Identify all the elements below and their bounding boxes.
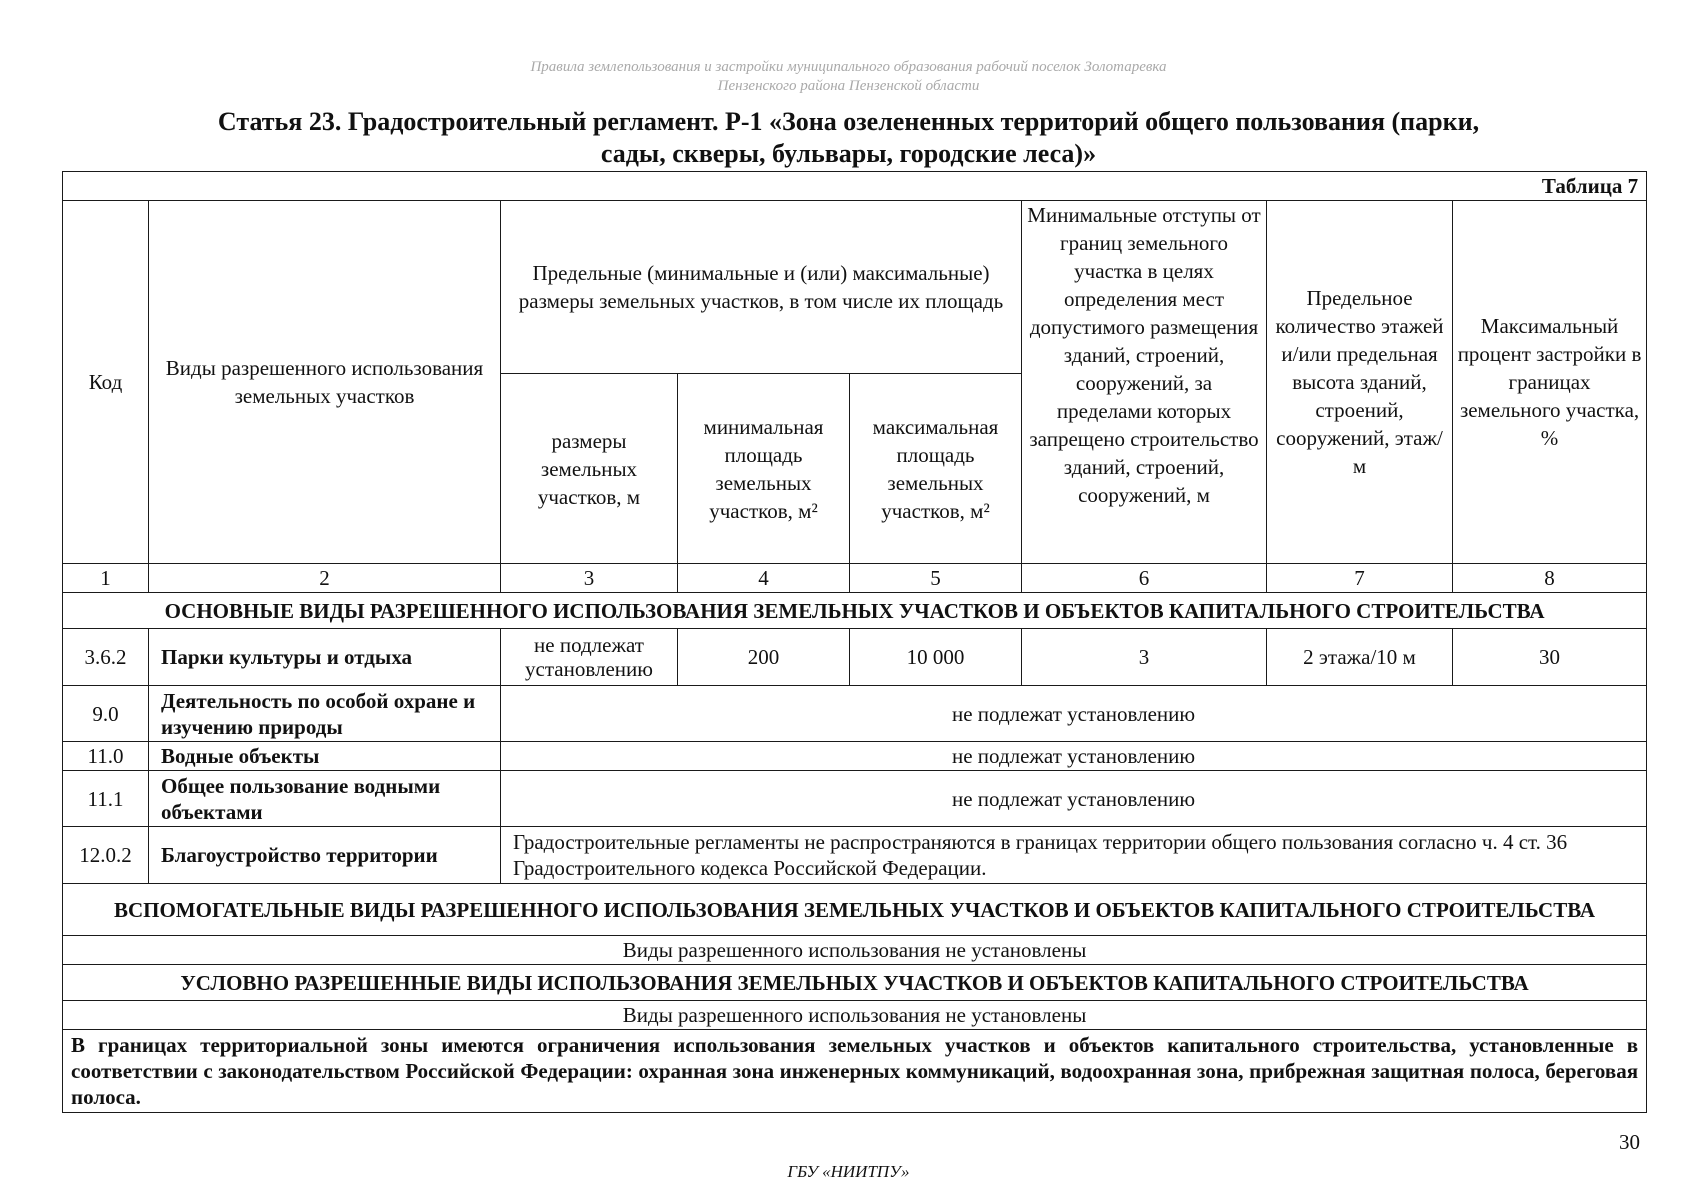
- aux-note: Виды разрешенного использования не установлены: [63, 936, 1647, 965]
- row-merged: Градостроительные регламенты не распространяются в границах территории общего пользования согласно ч. 4 ст. 36 Градостроительного кодекса Российской Федерации.: [501, 827, 1647, 884]
- row-min-area: 200: [678, 629, 850, 686]
- header-code: Код: [63, 201, 149, 564]
- header-min-area: минимальная площадь земельных участков, м²: [678, 374, 850, 564]
- row-max-area: 10 000: [850, 629, 1022, 686]
- restrictions-note: В границах территориальной зоны имеются ограничения использования земельных участков и объектов капитального строительства, установленные в соответствии с законодательством Российской Федерации: охранная зона инженерных коммуникаций, водоохранная зона, прибрежная защитная полоса, береговая полоса.: [63, 1030, 1647, 1113]
- row-name: Деятельность по особой охране и изучению природы: [149, 686, 501, 742]
- table-row: [63, 742, 1647, 771]
- column-number-row: [63, 564, 1647, 593]
- running-header-line2: Пензенского района Пензенской области: [717, 78, 980, 94]
- header-max-area: максимальная площадь земельных участков, м²: [850, 374, 1022, 564]
- row-name: Водные объекты: [149, 742, 501, 771]
- header-floors: Предельное количество этажей и/или предельная высота зданий, строений, сооружений, этаж/м: [1267, 201, 1453, 564]
- table-row: [63, 629, 1647, 686]
- row-coverage: 30: [1453, 629, 1647, 686]
- table-row: [63, 827, 1647, 884]
- column-number: 5: [850, 564, 1022, 593]
- regulation-table: [62, 171, 1647, 1113]
- main-section-heading: ОСНОВНЫЕ ВИДЫ РАЗРЕШЕННОГО ИСПОЛЬЗОВАНИЯ ЗЕМЕЛЬНЫХ УЧАСТКОВ И ОБЪЕКТОВ КАПИТАЛЬНОГО СТРОИТЕЛЬСТВА: [63, 593, 1647, 629]
- page-title-line1: Статья 23. Градостроительный регламент. Р-1 «Зона озелененных территорий общего пользования (парки,: [217, 107, 1480, 136]
- column-number: 6: [1022, 564, 1267, 593]
- cond-note: Виды разрешенного использования не установлены: [63, 1001, 1647, 1030]
- row-floors: 2 этажа/10 м: [1267, 629, 1453, 686]
- header-plot-size: размеры земельных участков, м: [501, 374, 678, 564]
- header-limits-group: Предельные (минимальные и (или) максимальные) размеры земельных участков, в том числе их площадь: [501, 201, 1022, 374]
- table-row: [63, 771, 1647, 827]
- row-code: 11.0: [63, 742, 149, 771]
- column-number: 1: [63, 564, 149, 593]
- column-number: 3: [501, 564, 678, 593]
- row-code: 9.0: [63, 686, 149, 742]
- row-merged: не подлежат установлению: [501, 742, 1647, 771]
- page-footer: ГБУ «НИИТПУ»: [787, 1162, 910, 1181]
- row-name: Благоустройство территории: [149, 827, 501, 884]
- table-caption: Таблица 7: [63, 172, 1647, 201]
- row-code: 11.1: [63, 771, 149, 827]
- page-number: 30: [1619, 1130, 1640, 1154]
- running-header: [0, 58, 1697, 96]
- header-setbacks: Минимальные отступы от границ земельного участка в целях определения мест допустимого размещения зданий, строений, сооружений, за пределами которых запрещено строительство зданий, строений, сооружений, м: [1022, 201, 1267, 564]
- header-use-type: Виды разрешенного использования земельных участков: [149, 201, 501, 564]
- row-merged: не подлежат установлению: [501, 686, 1647, 742]
- column-number: 8: [1453, 564, 1647, 593]
- row-name: Общее пользование водными объектами: [149, 771, 501, 827]
- row-code: 12.0.2: [63, 827, 149, 884]
- running-header-line1: Правила землепользования и застройки муниципального образования рабочий поселок Золотаревка: [530, 59, 1167, 75]
- table-row: [63, 686, 1647, 742]
- column-number: 2: [149, 564, 501, 593]
- row-plot-size: не подлежат установлению: [501, 629, 678, 686]
- aux-section-heading: ВСПОМОГАТЕЛЬНЫЕ ВИДЫ РАЗРЕШЕННОГО ИСПОЛЬЗОВАНИЯ ЗЕМЕЛЬНЫХ УЧАСТКОВ И ОБЪЕКТОВ КАПИТАЛЬНОГО СТРОИТЕЛЬСТВА: [63, 884, 1647, 936]
- row-code: 3.6.2: [63, 629, 149, 686]
- cond-section-heading: УСЛОВНО РАЗРЕШЕННЫЕ ВИДЫ ИСПОЛЬЗОВАНИЯ ЗЕМЕЛЬНЫХ УЧАСТКОВ И ОБЪЕКТОВ КАПИТАЛЬНОГО СТРОИТЕЛЬСТВА: [63, 965, 1647, 1001]
- column-number: 7: [1267, 564, 1453, 593]
- header-coverage: Максимальный процент застройки в границах земельного участка, %: [1453, 201, 1647, 564]
- row-merged: не подлежат установлению: [501, 771, 1647, 827]
- row-name: Парки культуры и отдыха: [149, 629, 501, 686]
- column-number: 4: [678, 564, 850, 593]
- row-setbacks: 3: [1022, 629, 1267, 686]
- page-title: [60, 106, 1637, 170]
- page-title-line2: сады, скверы, бульвары, городские леса)»: [600, 139, 1097, 168]
